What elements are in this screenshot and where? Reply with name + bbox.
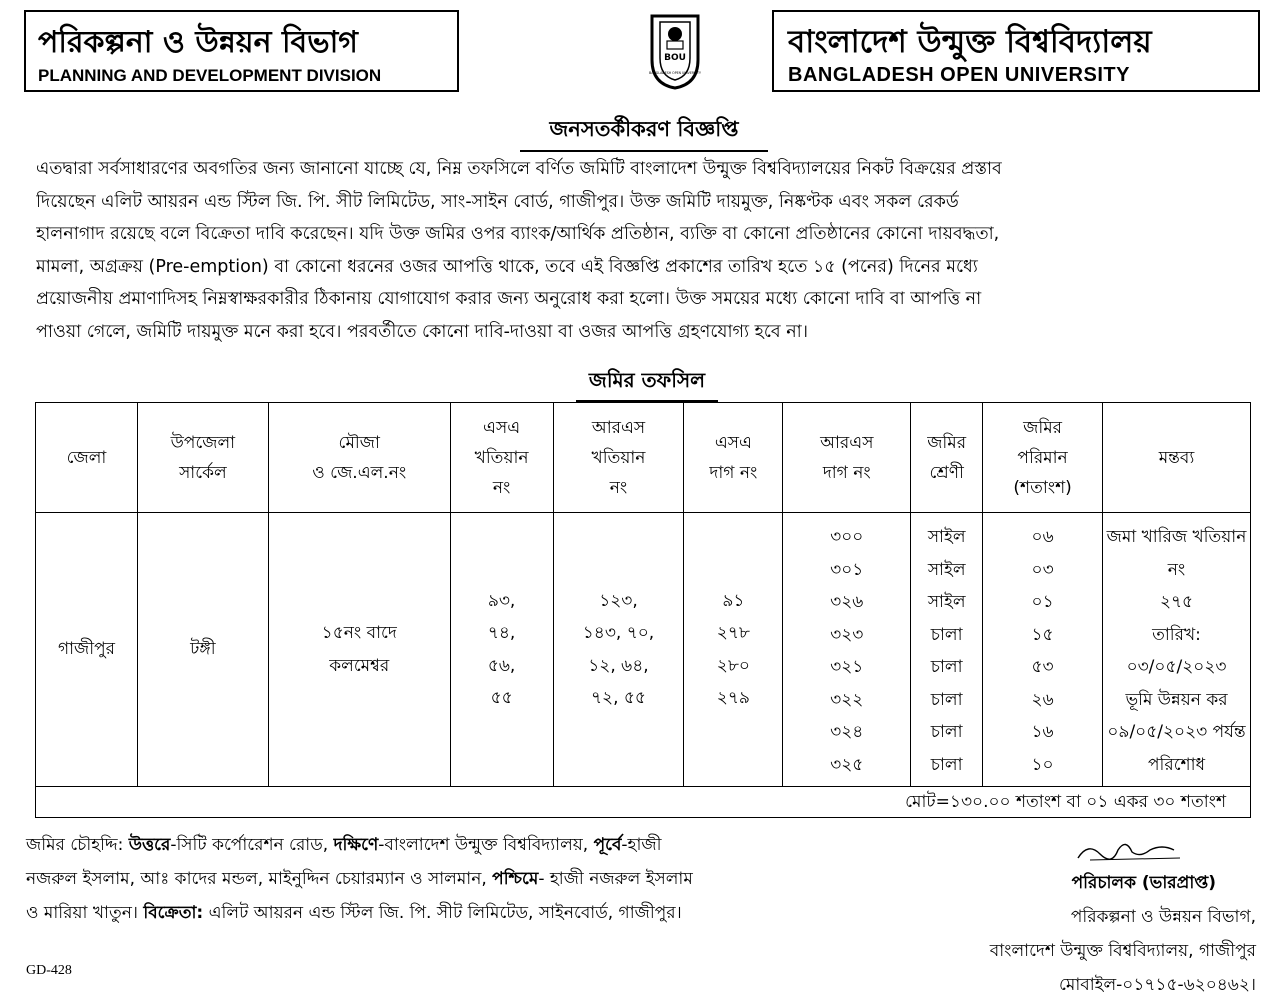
cell-sa-khatian: ৯৩, ৭৪, ৫৬, ৫৫ bbox=[450, 513, 553, 787]
notice-line: দিয়েছেন এলিট আয়রন এন্ড স্টিল জি. পি. সীট লিমিটেড, সাং-সাইন বোর্ড, গাজীপুর। উক্ত জমিটি দায়মুক্ত, নিষ্কণ্টক এবং সকল রেকর্ড bbox=[36, 191, 959, 212]
signatory-org: বাংলাদেশ উন্মুক্ত বিশ্ববিদ্যালয়, গাজীপুর bbox=[989, 941, 1256, 961]
division-name-bn: পরিকল্পনা ও উন্নয়ন বিভাগ bbox=[38, 25, 358, 60]
header-district: জেলা bbox=[36, 403, 138, 513]
signatory-dept: পরিকল্পনা ও উন্নয়ন বিভাগ, bbox=[1070, 907, 1256, 927]
boundary-description: জমির চৌহদ্দি: উত্তরে-সিটি কর্পোরেশন রোড, দক্ষিণে-বাংলাদেশ উন্মুক্ত বিশ্ববিদ্যালয়, পূর্বে-হাজী নজরুল ইসলাম, আঃ কাদের মন্ডল, মাইনুদ্দিন চেয়ারম্যান ও সালমান, পশ্চিমে- হাজী নজরুল ইসলাম ও মারিয়া খাতুন। বিক্রেতা: এলিট আয়রন এন্ড স্টিল জি. পি. সীট লিমিটেড, সাইনবোর্ড, গাজীপুর। bbox=[26, 835, 693, 923]
cell-upazila: টঙ্গী bbox=[137, 513, 268, 787]
division-name-box bbox=[24, 10, 459, 92]
university-name-bn: বাংলাদেশ উন্মুক্ত বিশ্ববিদ্যালয় bbox=[788, 24, 1152, 60]
advertisement-code: GD-428 bbox=[26, 963, 72, 978]
total-amount: মোট=১৩০.০০ শতাংশ বা ০১ একর ৩০ শতাংশ bbox=[36, 787, 1251, 818]
university-logo bbox=[634, 10, 716, 92]
cell-land-amount: ০৬ ০৩ ০১ ১৫ ৫৩ ২৬ ১৬ ১০ bbox=[983, 513, 1103, 787]
header-mouza: মৌজা ও জে.এল.নং bbox=[268, 403, 450, 513]
signatory-block bbox=[990, 866, 1256, 1000]
cell-rs-dag: ৩০০ ৩০১ ৩২৬ ৩২৩ ৩২১ ৩২২ ৩২৪ ৩২৫ bbox=[783, 513, 911, 787]
table-total-row bbox=[36, 787, 1251, 818]
notice-line: মামলা, অগ্রক্রয় (Pre-emption) বা কোনো ধরনের ওজর আপত্তি থাকে, তবে এই বিজ্ঞপ্তি প্রকাশের তারিখ হতে ১৫ (পনের) দিনের মধ্যে bbox=[36, 256, 978, 277]
letterhead bbox=[24, 10, 1260, 92]
header-land-amount: জমির পরিমান (শতাংশ) bbox=[983, 403, 1103, 513]
cell-remarks: জমা খারিজ খতিয়ান নং ২৭৫ তারিখ: ০৩/০৫/২০২৩ ভূমি উন্নয়ন কর ০৯/০৫/২০২৩ পর্যন্ত পরিশোধ bbox=[1103, 513, 1251, 787]
university-name-box bbox=[772, 10, 1260, 92]
table-row bbox=[36, 513, 1251, 787]
cell-district: গাজীপুর bbox=[36, 513, 138, 787]
land-schedule-table bbox=[35, 402, 1251, 818]
division-name-en: PLANNING AND DEVELOPMENT DIVISION bbox=[38, 66, 382, 85]
notice-paragraph bbox=[36, 153, 1252, 348]
notice-line: প্রয়োজনীয় প্রমাণাদিসহ নিম্নস্বাক্ষরকারীর ঠিকানায় যোগাযোগ করার জন্য অনুরোধ করা হলো। উক্ত সময়ের মধ্যে কোনো দাবি বা আপত্তি না bbox=[36, 289, 982, 309]
cell-mouza: ১৫নং বাদে কলমেশ্বর bbox=[268, 513, 450, 787]
notice-title: জনসতর্কীকরণ বিজ্ঞপ্তি bbox=[520, 113, 768, 152]
logo-text: BOU bbox=[664, 53, 686, 63]
header-upazila: উপজেলা সার্কেল bbox=[137, 403, 268, 513]
university-name-en: BANGLADESH OPEN UNIVERSITY bbox=[788, 64, 1130, 86]
notice-line: এতদ্বারা সর্বসাধারণের অবগতির জন্য জানানো যাচ্ছে যে, নিম্ন তফসিলে বর্ণিত জমিটি বাংলাদেশ উন্মুক্ত বিশ্ববিদ্যালয়ের নিকট বিক্রয়ের প্রস্তাব bbox=[36, 159, 1002, 179]
signatory-title: পরিচালক (ভারপ্রাপ্ত) bbox=[1071, 873, 1216, 893]
signatory-mobile: মোবাইল-০১৭১৫-৬২০৪৬২। bbox=[1058, 975, 1256, 995]
cell-sa-dag: ৯১ ২৭৮ ২৮০ ২৭৯ bbox=[684, 513, 783, 787]
table-header-row bbox=[36, 403, 1251, 513]
land-schedule-title: জমির তফসিল bbox=[576, 366, 718, 402]
header-sa-dag: এসএ দাগ নং bbox=[684, 403, 783, 513]
notice-line: হালনাগাদ রয়েছে বলে বিক্রেতা দাবি করেছেন। যদি উক্ত জমির ওপর ব্যাংক/আর্থিক প্রতিষ্ঠান, ব্যক্তি বা কোনো প্রতিষ্ঠানের কোনো দায়বদ্ধতা, bbox=[36, 224, 1000, 244]
header-rs-khatian: আরএস খতিয়ান নং bbox=[553, 403, 684, 513]
cell-land-class: সাইল সাইল সাইল চালা চালা চালা চালা চালা bbox=[911, 513, 983, 787]
header-remarks: মন্তব্য bbox=[1103, 403, 1251, 513]
header-land-class: জমির শ্রেণী bbox=[911, 403, 983, 513]
header-rs-dag: আরএস দাগ নং bbox=[783, 403, 911, 513]
cell-rs-khatian: ১২৩, ১৪৩, ৭০, ১২, ৬৪, ৭২, ৫৫ bbox=[553, 513, 684, 787]
notice-line: পাওয়া গেলে, জমিটি দায়মুক্ত মনে করা হবে। পরবর্তীতে কোনো দাবি-দাওয়া বা ওজর আপত্তি গ্রহণযোগ্য হবে না। bbox=[36, 321, 808, 342]
logo-ring-text: BANGLADESH OPEN UNIVERSITY bbox=[649, 71, 701, 75]
signature bbox=[1070, 828, 1190, 868]
header-sa-khatian: এসএ খতিয়ান নং bbox=[450, 403, 553, 513]
